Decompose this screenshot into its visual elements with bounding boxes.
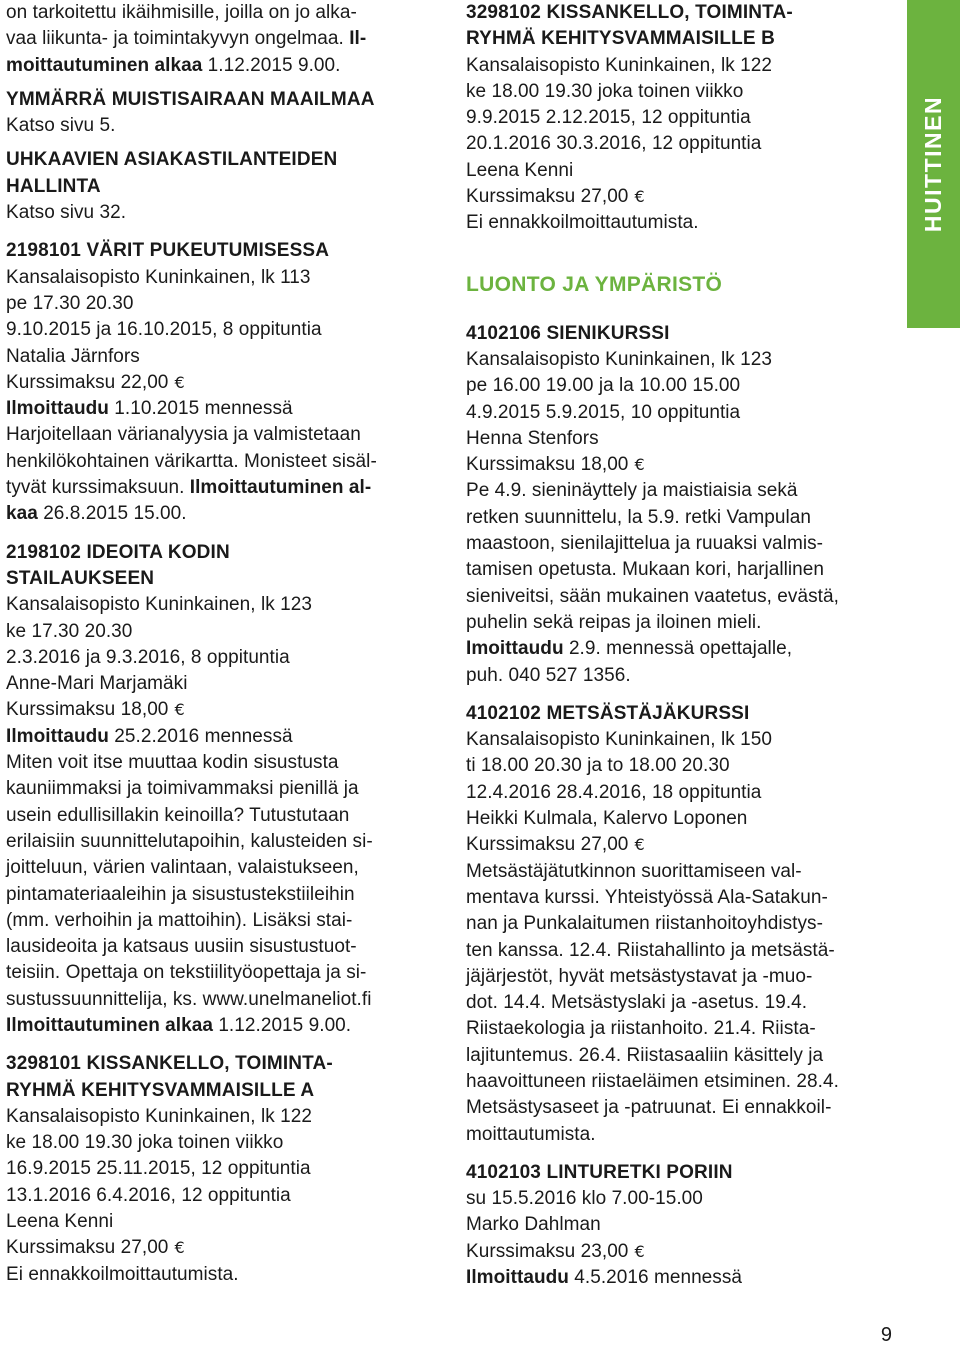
teacher: Leena Kenni (466, 159, 574, 181)
location: Kansalaisopisto Kuninkainen, lk 113 (6, 266, 311, 288)
schedule: ti 18.00 20.30 ja to 18.00 20.30 (466, 755, 730, 777)
euro-icon: € (634, 835, 645, 855)
description-line: ten kanssa. 12.4. Riistahallinto ja metsästä- (466, 939, 835, 961)
location: Kansalaisopisto Kuninkainen, lk 122 (466, 54, 772, 76)
description-line: erilaisiin suunnittelutapoihin, kalusteiden si- (6, 830, 373, 852)
registration-start: Ilmoittautuminen alkaa 1.12.2015 9.00. (6, 1014, 352, 1036)
schedule: ke 18.00 19.30 joka toinen viikko (466, 80, 744, 102)
course-kissankello-b (466, 0, 902, 237)
course-title: UHKAAVIEN ASIAKASTILANTEIDEN (6, 149, 338, 171)
course-title: RYHMÄ KEHITYSVAMMAISILLE A (6, 1079, 315, 1101)
description-line: Harjoitellaan värianalyysia ja valmistetaan (6, 424, 361, 446)
description-line: moittautumista. (466, 1123, 596, 1145)
location: Kansalaisopisto Kuninkainen, lk 122 (6, 1105, 312, 1127)
dates: 9.10.2015 ja 16.10.2015, 8 oppituntia (6, 319, 322, 341)
course-title: 4102102 METSÄSTÄJÄKURSSI (466, 702, 750, 724)
dates: 9.9.2015 2.12.2015, 12 oppituntia (466, 107, 751, 129)
description-line: henkilökohtainen värikartta. Monisteet sisäl- (6, 450, 377, 472)
course-title: 3298101 KISSANKELLO, TOIMINTA- (6, 1053, 333, 1075)
description-line: puhelin sekä reipas ja iloinen mieli. (466, 611, 762, 633)
text-line: on tarkoitettu ikäihmisille, joilla on jo alka- (6, 2, 357, 23)
description-line: Pe 4.9. sieninäyttely ja maistiaisia sekä (466, 480, 798, 502)
course-metsastajakurssi (466, 701, 902, 1148)
registration: Imoittaudu 2.9. mennessä opettajalle, (466, 638, 793, 660)
description-line: (mm. verhoihin ja mattoihin). Lisäksi stai- (6, 909, 353, 931)
description-line: dot. 14.4. Metsästyslaki ja -asetus. 19.4. (466, 992, 808, 1014)
description-line: Miten voit itse muuttaa kodin sisustusta (6, 752, 339, 774)
description-line: Metsästäjätutkinnon suorittamiseen val- (466, 860, 802, 882)
fee: Kurssimaksu 22,00 € (6, 371, 185, 393)
description-line: Riistaekologia ja riistanhoito. 21.4. Riista- (466, 1018, 816, 1040)
teacher: Anne-Mari Marjamäki (6, 673, 188, 695)
description-line: sieniveitsi, sään mukainen vaatetus, evästä, (466, 585, 839, 607)
course-title: RYHMÄ KEHITYSVAMMAISILLE B (466, 28, 775, 50)
dates: 16.9.2015 25.11.2015, 12 oppituntia (6, 1158, 311, 1180)
description-line: lajituntemus. 26.4. Riistasaaliin käsittely ja (466, 1044, 824, 1066)
registration-note: Ei ennakkoilmoittautumista. (466, 212, 699, 234)
registration-note: Ei ennakkoilmoittautumista. (6, 1263, 239, 1285)
course-title: STAILAUKSEEN (6, 567, 155, 589)
location: Kansalaisopisto Kuninkainen, lk 123 (6, 594, 312, 616)
course-sienikurssi (466, 321, 902, 689)
euro-icon: € (634, 455, 645, 475)
course-uhkaavien (6, 147, 426, 226)
teacher: Henna Stenfors (466, 427, 599, 449)
course-title: 2198102 IDEOITA KODIN (6, 541, 230, 563)
text-line: vaa liikunta- ja toimintakyvyn ongelmaa. Il- (6, 28, 367, 50)
teacher: Natalia Järnfors (6, 345, 140, 367)
euro-icon: € (174, 1238, 185, 1258)
course-varit (6, 238, 426, 527)
registration: Ilmoittaudu 4.5.2016 mennessä (466, 1267, 743, 1289)
course-linturetki (466, 1160, 902, 1291)
schedule: ke 17.30 20.30 (6, 620, 133, 642)
description-line: retken suunnittelu, la 5.9. retki Vampulan (466, 506, 811, 528)
fee: Kurssimaksu 18,00 € (6, 699, 185, 721)
teacher: Marko Dahlman (466, 1214, 601, 1236)
course-muisti (6, 87, 426, 140)
description-line: sustussuunnittelija, ks. www.unelmaneliot.fi (6, 988, 372, 1010)
euro-icon: € (634, 187, 645, 207)
fee: Kurssimaksu 27,00 € (466, 834, 645, 856)
description-line: tamisen opetusta. Mukaan kori, harjallinen (466, 559, 825, 581)
course-title: YMMÄRRÄ MUISTISAIRAAN MAAILMAA (6, 88, 375, 110)
description-line: usein edullisillakin keinoilla? Tutustutaan (6, 804, 350, 826)
fee: Kurssimaksu 23,00 € (466, 1240, 645, 1262)
course-kissankello-a (6, 1051, 426, 1288)
description-line: pintamateriaaleihin ja sisustustekstiileihin (6, 883, 355, 905)
teacher: Leena Kenni (6, 1211, 114, 1233)
description-line: tyvät kurssimaksuun. Ilmoittautuminen al- (6, 477, 372, 499)
description-line: haavoittuneen riistaeläimen etsiminen. 28.4. (466, 1070, 839, 1092)
description-line: mentava kurssi. Yhteistyössä Ala-Satakun- (466, 886, 828, 908)
course-ideoita (6, 540, 426, 1040)
text-line: Katso sivu 5. (6, 115, 116, 137)
location: Kansalaisopisto Kuninkainen, lk 150 (466, 729, 772, 751)
dates: 4.9.2015 5.9.2015, 10 oppituntia (466, 401, 741, 423)
dates: 20.1.2016 30.3.2016, 12 oppituntia (466, 133, 762, 155)
schedule: pe 17.30 20.30 (6, 292, 134, 314)
dates: 2.3.2016 ja 9.3.2016, 8 oppituntia (6, 646, 290, 668)
course-title: 3298102 KISSANKELLO, TOIMINTA- (466, 2, 793, 23)
registration: Ilmoittaudu 1.10.2015 mennessä (6, 398, 293, 420)
course-title: 2198101 VÄRIT PUKEUTUMISESSA (6, 240, 330, 262)
registration: Ilmoittaudu 25.2.2016 mennessä (6, 725, 293, 747)
description-line: jäjärjestöt, hyvät metsästystavat ja -muo- (466, 965, 813, 987)
side-tab (907, 0, 960, 328)
dates: 13.1.2016 6.4.2016, 12 oppituntia (6, 1184, 291, 1206)
teacher: Heikki Kulmala, Kalervo Loponen (466, 808, 748, 830)
description-line: lausideoita ja katsaus uusiin sisustustuot- (6, 936, 357, 958)
left-column (6, 0, 426, 1288)
page-number: 9 (880, 1324, 892, 1346)
description-line: joitteluun, värien valintaan, valaistukseen, (6, 857, 359, 879)
fee: Kurssimaksu 27,00 € (466, 186, 645, 208)
description-line: teisiin. Opettaja on tekstiilityöopettaja ja si- (6, 962, 367, 984)
course-title: 4102106 SIENIKURSSI (466, 322, 670, 344)
location: Kansalaisopisto Kuninkainen, lk 123 (466, 348, 772, 370)
dates: 12.4.2016 28.4.2016, 18 oppituntia (466, 781, 762, 803)
description-line: kauniimmaksi ja toimivammaksi pienillä ja (6, 778, 359, 800)
euro-icon: € (174, 700, 185, 720)
text-line: moittautuminen alkaa 1.12.2015 9.00. (6, 54, 341, 76)
schedule: ke 18.00 19.30 joka toinen viikko (6, 1132, 284, 1154)
description-line: maastoon, sienilajittelua ja ruuaksi valmis- (466, 533, 824, 555)
fee: Kurssimaksu 27,00 € (6, 1237, 185, 1259)
fee: Kurssimaksu 18,00 € (466, 454, 645, 476)
intro-block (6, 0, 426, 79)
euro-icon: € (174, 372, 185, 392)
right-column (466, 0, 902, 1291)
text-line: Katso sivu 32. (6, 202, 127, 224)
course-title: HALLINTA (6, 175, 101, 197)
section-title: LUONTO JA YMPÄRISTÖ (466, 272, 723, 296)
euro-icon: € (634, 1241, 645, 1261)
schedule: pe 16.00 19.00 ja la 10.00 15.00 (466, 375, 741, 397)
schedule: su 15.5.2016 klo 7.00-15.00 (466, 1188, 703, 1210)
description-line: nan ja Punkalaitumen riistanhoitoyhdistys- (466, 913, 823, 935)
course-title: 4102103 LINTURETKI PORIIN (466, 1161, 733, 1183)
description-line: Metsästysaseet ja -patruunat. Ei ennakkoil- (466, 1097, 832, 1119)
side-tab-label: HUITTINEN (920, 95, 946, 233)
contact-phone: puh. 040 527 1356. (466, 664, 631, 686)
description-line: kaa 26.8.2015 15.00. (6, 503, 187, 525)
